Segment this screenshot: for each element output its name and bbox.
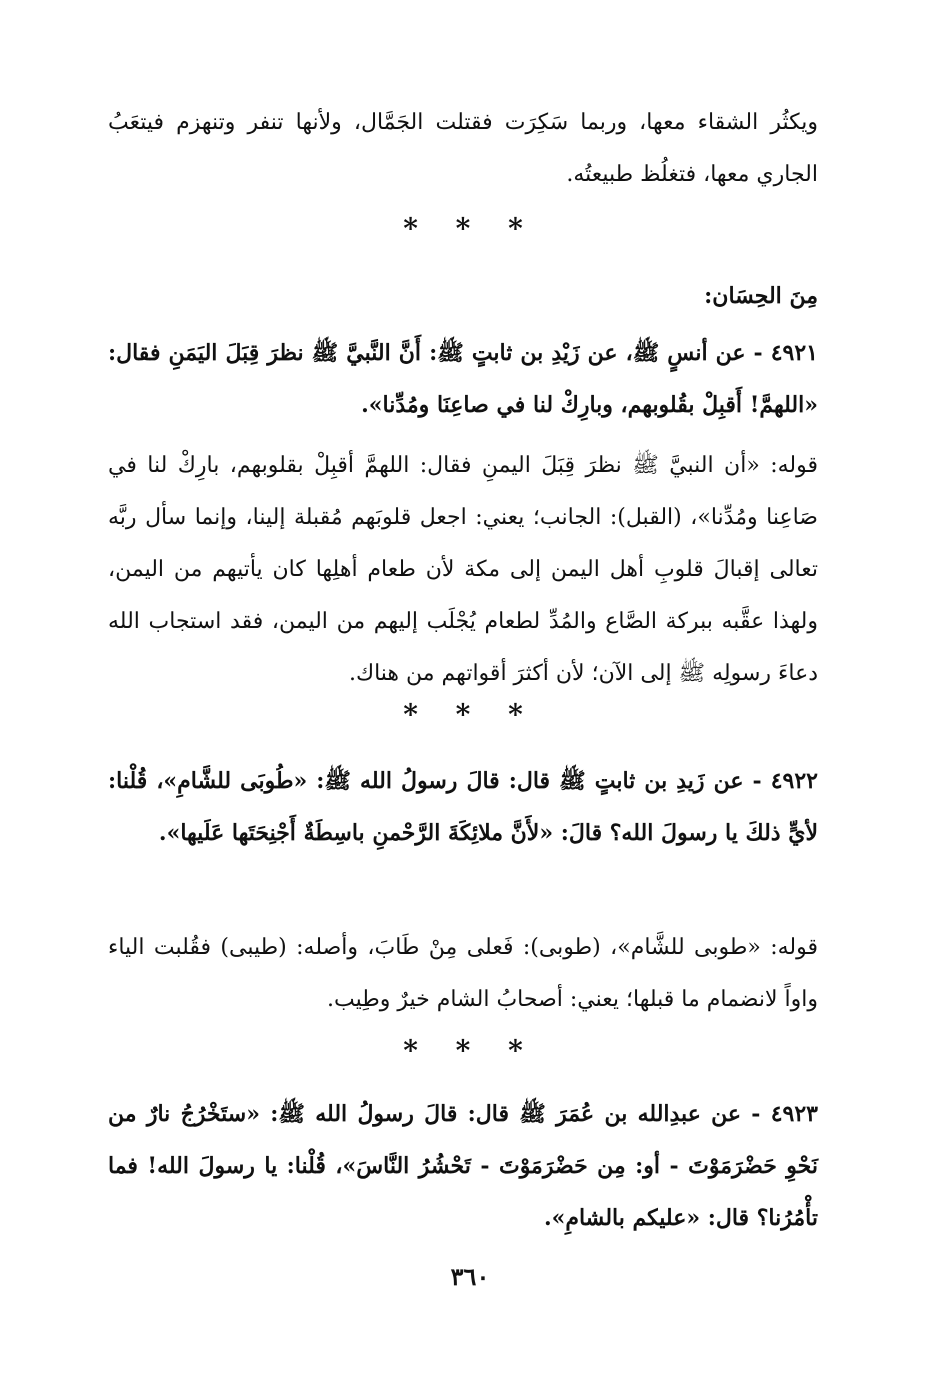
hadith-4921-commentary: قوله: «أن النبيَّ ﷺ نظرَ قِبَلَ اليمنِ فقال: اللهمَّ أقبِلْ بقلوبهم، بارِكْ لنا في صَاعِنا ومُدِّنا»، (القبل): الجانب؛ يعني: اجعل قلوبَهم مُقبلة إلينا، وإنما سأل ربَّه تعالى إقبالَ قلوبِ أهل اليمن إلى مكة لأن طعام أهلِها كان يأتيهم من اليمن، ولهذا عقَّبه ببركة الصَّاع والمُدِّ لطعام يُجْلَب إليهم من اليمن، فقد استجاب الله دعاءَ رسولِه ﷺ إلى الآن؛ لأن أكثرَ أقواتهم من هناك. [108,453,818,686]
separator-2: * * * [403,698,537,731]
intro-paragraph: ويكثُر الشقاء معها، وربما سَكِرَت فقتلت الجَمَّال، ولأنها تنفر وتنهزم فيتعَبُ الجاري معها، فتغلُظ طبيعتُه. [108,110,818,187]
hadith-4922-commentary: قوله: «طوبى للشَّام»، (طوبى): فَعلى مِنْ طَابَ، وأصله: (طيبى) فقُلبت الياء واواً لانضمام ما قبلها؛ يعني: أصحابُ الشام خيرٌ وطِيب. [108,935,818,1012]
page-number: ٣٦٠ [450,1262,490,1291]
hadith-4923-text: ٤٩٢٣ - عن عبدِالله بن عُمَرَ ﷺ قال: قالَ رسولُ الله ﷺ: «ستَخْرُجُ نارٌ من نَحْوِ حَضْرَمَوْتَ - أو: مِن حَضْرَمَوْتَ - تَحْشُرُ النَّاسَ»، قُلْنا: يا رسولَ الله! فما تأْمُرُنا؟ قال: «عليكم بالشامِ». [108,1101,818,1231]
separator-3: * * * [403,1034,537,1067]
hadith-4921-text: ٤٩٢١ - عن أنسٍ ﷺ، عن زَيْدِ بن ثابتٍ ﷺ: أَنَّ النَّبيَّ ﷺ نظرَ قِبَلَ اليَمَنِ فقال: «اللهمَّ! أَقبِلْ بقُلوبهم، وبارِكْ لنا في صاعِنَا ومُدِّنا». [108,340,818,418]
hadith-4922-text: ٤٩٢٢ - عن زَيدِ بن ثابتٍ ﷺ قال: قالَ رسولُ الله ﷺ: «طُوبَى للشَّامِ»، قُلْنا: لأيٍّ ذلكَ يا رسولَ الله؟ قالَ: «لأَنَّ ملائِكَةَ الرَّحْمنِ باسِطَةٌ أَجْنِحَتَها عَلَيها». [108,768,818,846]
separator-1: * * * [403,212,537,245]
section-heading: مِنَ الحِسَان: [704,283,818,309]
